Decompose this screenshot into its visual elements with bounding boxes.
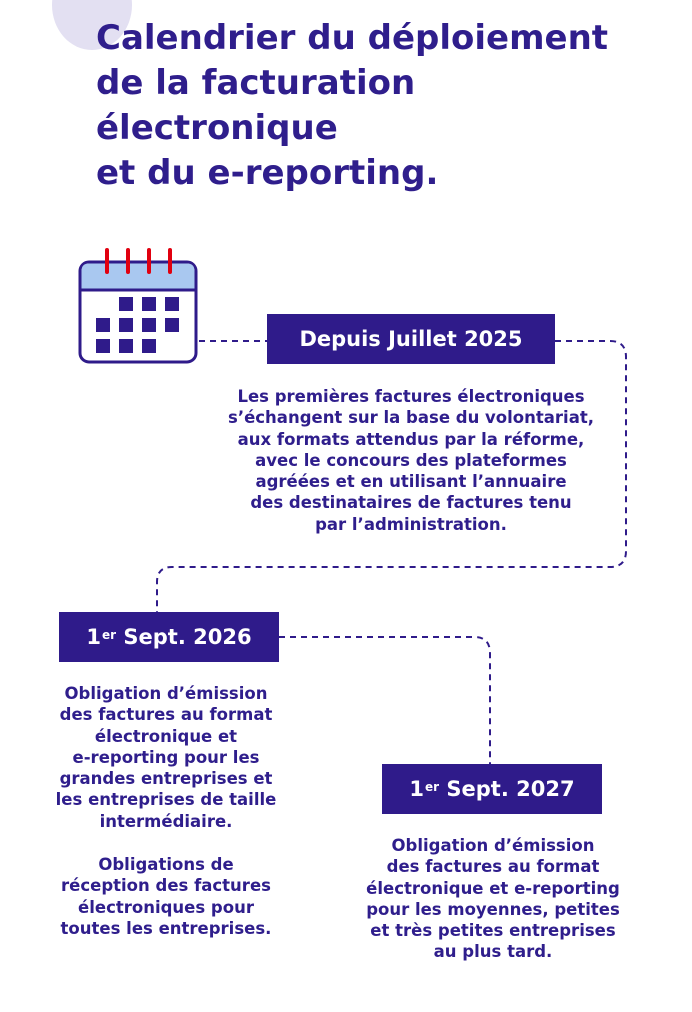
text-line: des destinataires de factures tenu (250, 493, 572, 513)
date-number: 1 (409, 777, 425, 801)
date-label-2027 (382, 764, 602, 814)
description-2025 (196, 386, 626, 535)
text-line: électroniques pour (78, 897, 254, 917)
text-line: les entreprises de taille (55, 790, 277, 810)
text-line: au plus tard. (433, 942, 553, 962)
date-text: Depuis Juillet 2025 (299, 327, 523, 351)
text-line: pour les moyennes, petites (366, 899, 620, 919)
date-label-2026 (59, 612, 279, 662)
description-2026-reception (36, 854, 296, 939)
description-2027 (338, 835, 648, 963)
date-number: 1 (86, 625, 102, 649)
text-line: intermédiaire. (99, 811, 233, 831)
text-line: réception des factures (61, 876, 271, 896)
text-line: s’échangent sur la base du volontariat, (228, 408, 594, 428)
title-line: de la facturation (96, 63, 416, 103)
text-line: Obligations de (98, 855, 234, 874)
text-line: Obligation d’émission (391, 836, 595, 855)
text-line: grandes entreprises et (59, 769, 273, 789)
text-line: par l’administration. (315, 514, 507, 534)
text-line: Obligation d’émission (64, 684, 268, 703)
text-line: des factures au format (386, 857, 600, 877)
connector-2026-2027 (279, 637, 490, 764)
description-2026-emission (36, 683, 296, 832)
calendar-icon (78, 246, 198, 364)
text-line: électronique et e-reporting (366, 878, 620, 898)
title-line: Calendrier du déploiement (96, 18, 609, 58)
text-line: des factures au format (59, 705, 273, 725)
date-text: Sept. 2026 (116, 625, 252, 649)
date-text: Sept. 2027 (439, 777, 575, 801)
date-ordinal: er (102, 628, 117, 642)
title-line: électronique (96, 108, 338, 148)
date-ordinal: er (425, 780, 440, 794)
text-line: Les premières factures électroniques (237, 387, 585, 406)
text-line: e-reporting pour les (72, 747, 260, 767)
text-line: avec le concours des plateformes (255, 450, 567, 470)
text-line: et très petites entreprises (370, 921, 616, 941)
text-line: agréées et en utilisant l’annuaire (255, 472, 567, 492)
title-line: et du e-reporting. (96, 153, 439, 193)
text-line: électronique et (94, 726, 238, 746)
text-line: toutes les entreprises. (60, 918, 272, 938)
date-label-2025 (267, 314, 555, 364)
text-line: aux formats attendus par la réforme, (237, 429, 585, 449)
